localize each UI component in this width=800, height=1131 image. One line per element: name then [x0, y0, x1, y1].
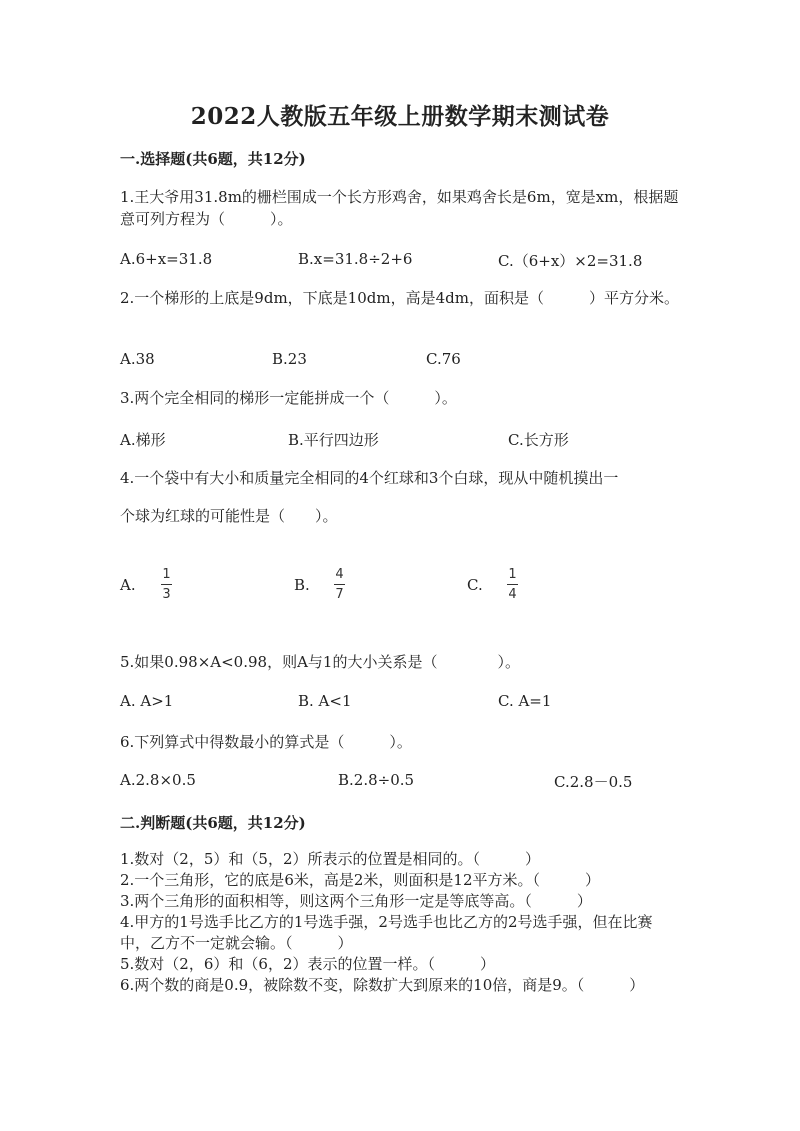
- question-5-option-a: A. A>1: [120, 692, 174, 710]
- section-heading-judgment: 二.判断题(共6题，共12分): [120, 814, 306, 832]
- judgment-item-2: 2.一个三角形，它的底是6米，高是2米，则面积是12平方米。（ ）: [120, 871, 600, 889]
- question-6-option-c: C.2.8－0.5: [554, 773, 633, 791]
- section-heading-choice: 一.选择题(共6题，共12分): [120, 150, 306, 168]
- judgment-item-6: 6.两个数的商是0.9，被除数不变，除数扩大到原来的10倍，商是9。（ ）: [120, 976, 645, 994]
- question-6-text: 6.下列算式中得数最小的算式是（ ）。: [120, 733, 412, 751]
- question-3-option-a: A.梯形: [120, 431, 166, 449]
- question-3-text: 3.两个完全相同的梯形一定能拼成一个（ ）。: [120, 389, 457, 407]
- judgment-item-3: 3.两个三角形的面积相等，则这两个三角形一定是等底等高。（ ）: [120, 892, 592, 910]
- question-5-option-b: B. A<1: [298, 692, 352, 710]
- fraction-numerator: 1: [508, 567, 517, 582]
- question-4-option-a-fraction: [161, 567, 172, 602]
- question-5-text: 5.如果0.98×A<0.98，则A与1的大小关系是（ ）。: [120, 653, 520, 671]
- question-5-option-c: C. A=1: [498, 692, 552, 710]
- question-3-option-b: B.平行四边形: [288, 431, 379, 449]
- fraction-bar: [334, 584, 345, 585]
- question-4-option-b-fraction: [334, 567, 345, 602]
- question-4-option-c-label: C.: [467, 576, 483, 594]
- fraction-numerator: 1: [162, 567, 171, 582]
- question-2-option-c: C.76: [426, 350, 461, 368]
- question-1-option-b: B.x=31.8÷2+6: [298, 250, 413, 268]
- fraction-denominator: 3: [162, 587, 171, 602]
- judgment-item-4: 4.甲方的1号选手比乙方的1号选手强，2号选手也比乙方的2号选手强，但在比赛中，乙方不一定就会输。（ ）: [120, 913, 653, 952]
- question-6-option-a: A.2.8×0.5: [120, 771, 196, 789]
- question-2-option-b: B.23: [272, 350, 307, 368]
- fraction-bar: [507, 584, 518, 585]
- judgment-item-1: 1.数对（2，5）和（5，2）所表示的位置是相同的。（ ）: [120, 850, 540, 868]
- question-1-option-c: C.（6+x）×2=31.8: [498, 252, 643, 270]
- question-1-option-a: A.6+x=31.8: [120, 250, 213, 268]
- question-4-option-a-label: A.: [120, 576, 136, 594]
- question-2-text: 2.一个梯形的上底是9dm，下底是10dm，高是4dm，面积是（ ）平方分米。: [120, 289, 679, 307]
- question-2-option-a: A.38: [120, 350, 155, 368]
- fraction-numerator: 4: [335, 567, 344, 582]
- fraction-denominator: 4: [508, 587, 517, 602]
- exam-title: 2022人教版五年级上册数学期末测试卷: [190, 103, 610, 130]
- fraction-denominator: 7: [335, 587, 344, 602]
- question-4-text-line1: 4.一个袋中有大小和质量完全相同的4个红球和3个白球，现从中随机摸出一: [120, 469, 619, 487]
- judgment-item-5: 5.数对（2，6）和（6，2）表示的位置一样。（ ）: [120, 955, 495, 973]
- question-4-option-b-label: B.: [294, 576, 310, 594]
- question-4-text-line2: 个球为红球的可能性是（ ）。: [120, 507, 338, 525]
- question-4-option-c-fraction: [507, 567, 518, 602]
- question-6-option-b: B.2.8÷0.5: [338, 771, 415, 789]
- fraction-bar: [161, 584, 172, 585]
- question-1-text: 1.王大爷用31.8m的栅栏围成一个长方形鸡舍，如果鸡舍长是6m，宽是xm，根据题意可列方程为（ ）。: [120, 188, 679, 228]
- question-3-option-c: C.长方形: [508, 431, 569, 449]
